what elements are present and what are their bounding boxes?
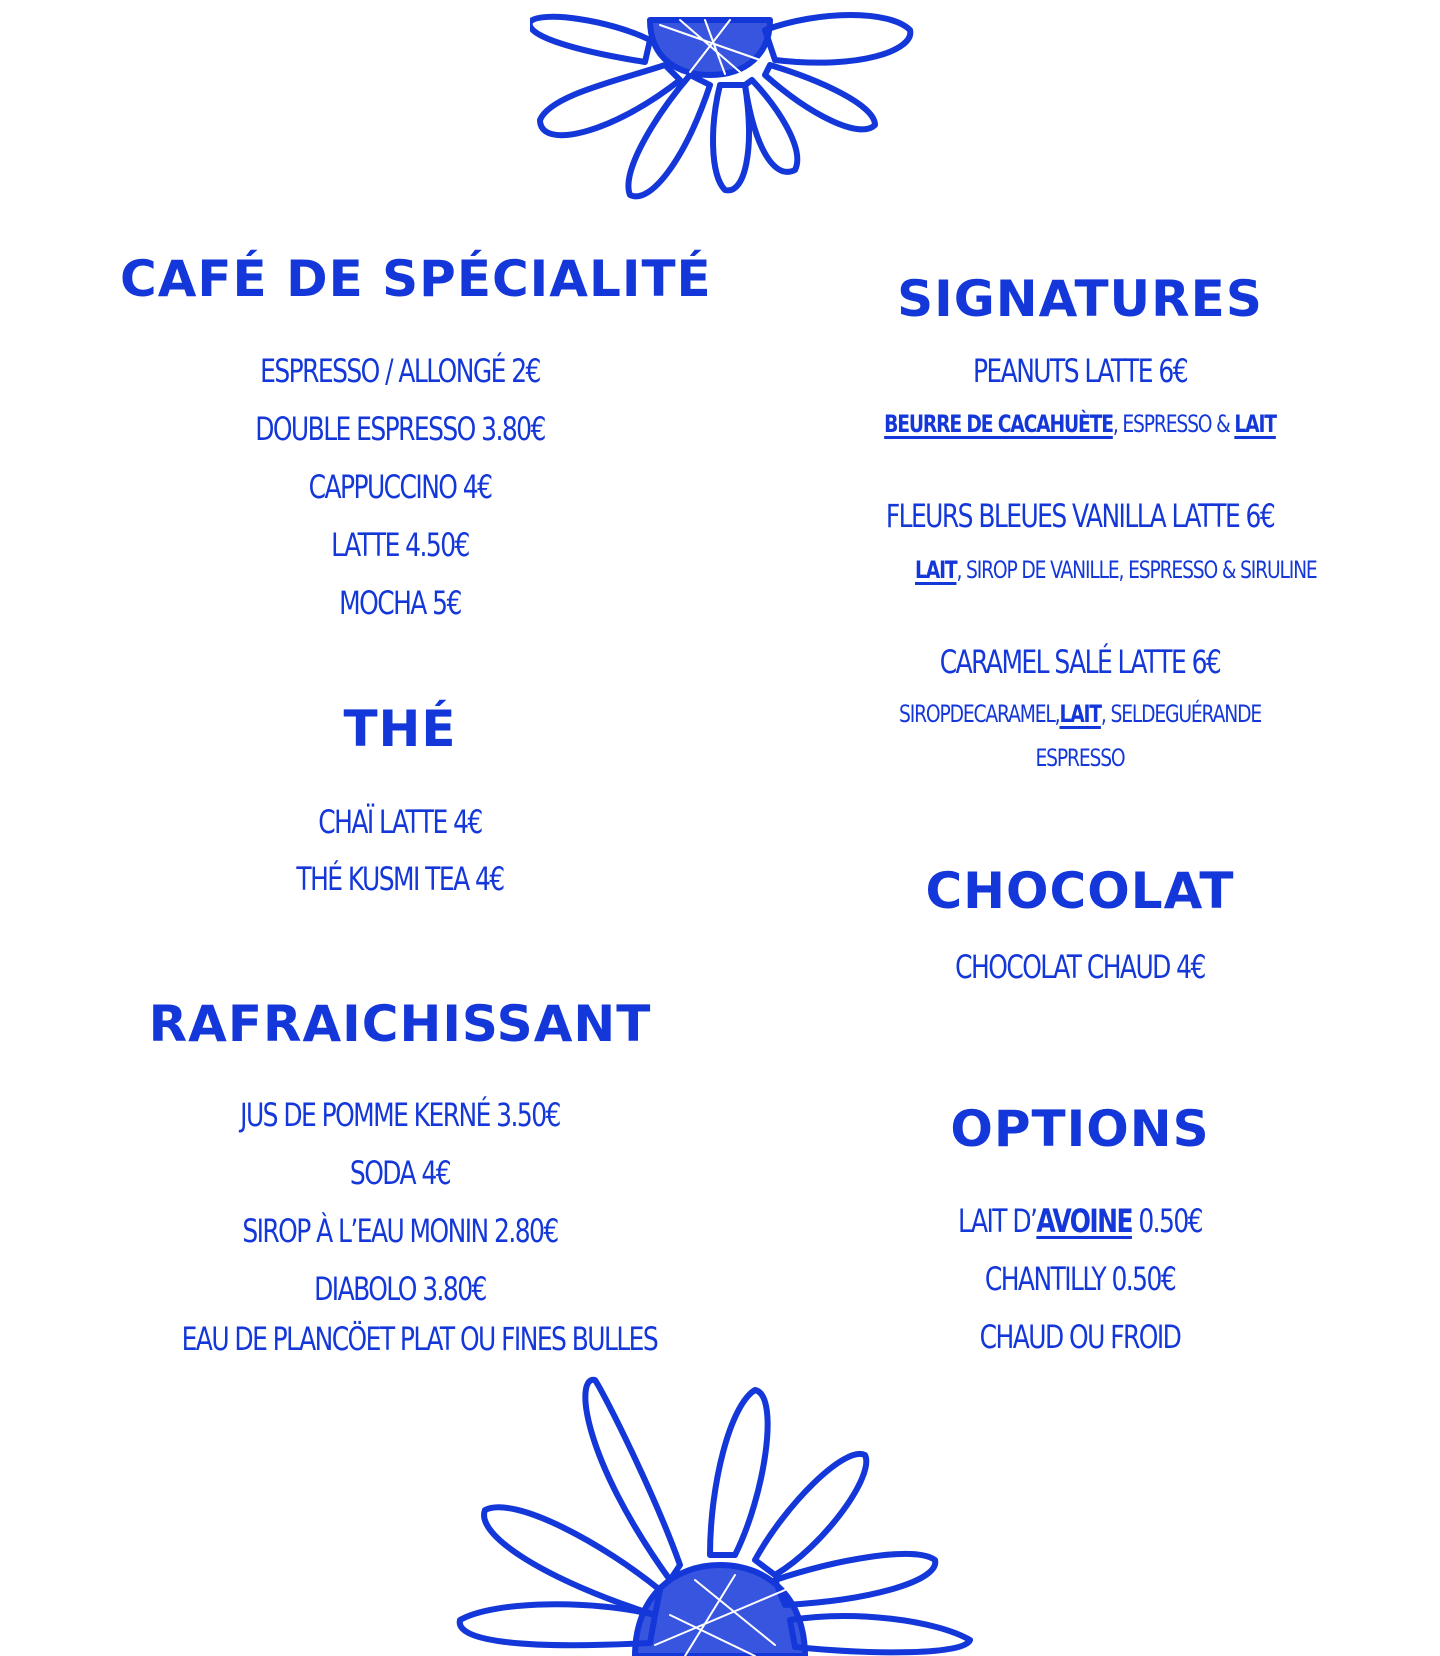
section-title-specialty: CAFÉ DE SPÉCIALITÉ: [120, 250, 712, 308]
text-run: LAIT D’: [958, 1202, 1037, 1240]
flower-icon: [530, 0, 940, 205]
menu-item: DIABOLO 3.80€: [314, 1270, 486, 1308]
section-title-refresh: RAFRAICHISSANT: [148, 995, 652, 1053]
section-title-signatures: SIGNATURES: [897, 270, 1263, 328]
item-description: [862, 410, 1299, 438]
text-run: , SELDEGUÉRANDE: [1100, 700, 1261, 728]
section-title-tea: THÉ: [343, 700, 457, 758]
menu-item: FLEURS BLEUES VANILLA LATTE 6€: [885, 497, 1275, 535]
menu-item: CHOCOLAT CHAUD 4€: [955, 948, 1205, 986]
flower-icon: [455, 1375, 975, 1656]
highlighted-ingredient: LAIT: [1059, 700, 1101, 728]
text-run: , SIROP DE VANILLE, ESPRESSO & SIRULINE: [956, 556, 1317, 584]
menu-item: JUS DE POMME KERNÉ 3.50€: [240, 1096, 560, 1134]
text-run: , ESPRESSO &: [1112, 410, 1235, 438]
menu-item: PEANUTS LATTE 6€: [972, 352, 1188, 390]
highlighted-ingredient: AVOINE: [1036, 1202, 1132, 1240]
menu-item: CARAMEL SALÉ LATTE 6€: [939, 643, 1221, 681]
menu-item: MOCHA 5€: [339, 584, 461, 622]
highlighted-ingredient: LAIT: [915, 556, 957, 584]
text-run: 0.50€: [1131, 1202, 1202, 1240]
menu-item: CHAÏ LATTE 4€: [318, 803, 482, 841]
menu-item: SODA 4€: [349, 1154, 451, 1192]
section-title-options: OPTIONS: [950, 1100, 1210, 1158]
item-description: ESPRESSO: [1035, 744, 1125, 772]
menu-item: EAU DE PLANCÖET PLAT OU FINES BULLES: [181, 1320, 658, 1358]
section-title-chocolat: CHOCOLAT: [925, 862, 1235, 920]
highlighted-ingredient: BEURRE DE CACAHUÈTE: [884, 410, 1113, 438]
item-description: [915, 556, 1317, 584]
menu-item: DOUBLE ESPRESSO 3.80€: [255, 410, 545, 448]
menu-item: ESPRESSO / ALLONGÉ 2€: [260, 352, 540, 390]
menu-item: [862, 1318, 1299, 1356]
highlighted-ingredient: LAIT: [1234, 410, 1276, 438]
text-run: CHANTILLY 0.50€: [984, 1260, 1176, 1298]
menu-item: SIROP À L’EAU MONIN 2.80€: [242, 1212, 558, 1250]
menu-item: [862, 1202, 1299, 1240]
menu-item: [862, 1260, 1299, 1298]
menu-item: THÉ KUSMI TEA 4€: [296, 860, 504, 898]
menu-item: CAPPUCCINO 4€: [308, 468, 492, 506]
item-description: [862, 700, 1299, 728]
text-run: CHAUD OU FROID: [979, 1318, 1181, 1356]
menu-item: LATTE 4.50€: [331, 526, 469, 564]
text-run: SIROPDECARAMEL,: [899, 700, 1060, 728]
